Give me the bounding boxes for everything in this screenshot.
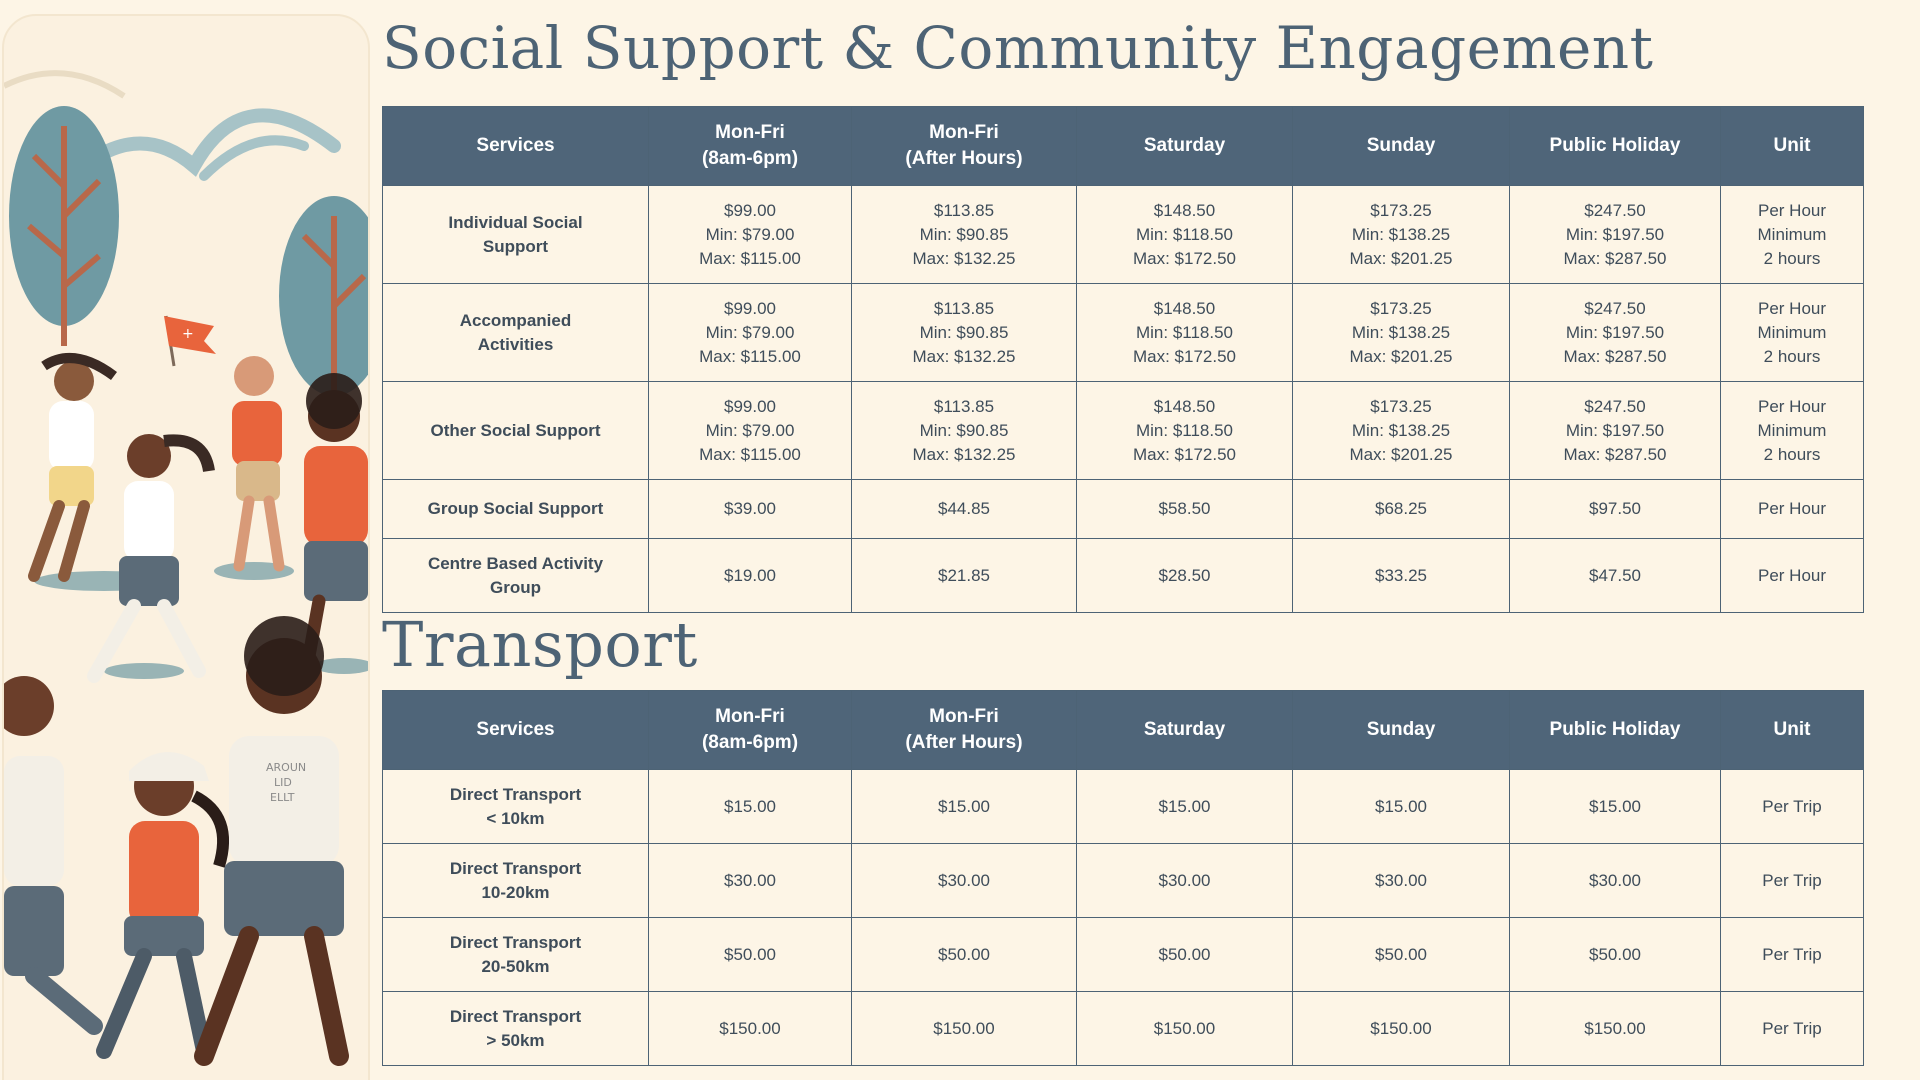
people-running-illustration [2,14,370,1080]
rate-cell: $21.85 [852,539,1077,613]
transport-rates-table [382,690,1864,1066]
rate-cell: $15.00 [852,770,1077,844]
rate-cell: $150.00 [1293,992,1510,1066]
service-name: Group Social Support [383,480,649,539]
rate-cell: $97.50 [1510,480,1721,539]
table-row [383,770,1864,844]
unit-cell: Per Trip [1721,770,1864,844]
rate-cell: $173.25 Min: $138.25 Max: $201.25 [1293,186,1510,284]
rate-cell: $150.00 [852,992,1077,1066]
tree-left [9,106,119,346]
unit-cell: Per Hour [1721,480,1864,539]
service-name: Accompanied Activities [383,284,649,382]
column-header: Saturday [1077,107,1293,186]
rate-cell: $247.50 Min: $197.50 Max: $287.50 [1510,382,1721,480]
column-header: Mon-Fri (8am-6pm) [649,691,852,770]
column-header: Unit [1721,107,1864,186]
runner [94,434,209,676]
rate-cell: $148.50 Min: $118.50 Max: $172.50 [1077,284,1293,382]
column-header: Sunday [1293,107,1510,186]
column-header: Saturday [1077,691,1293,770]
rate-cell: $50.00 [852,918,1077,992]
rate-cell: $28.50 [1077,539,1293,613]
column-header: Unit [1721,691,1864,770]
rate-cell: $150.00 [1510,992,1721,1066]
tree-right [279,196,368,396]
column-header: Public Holiday [1510,107,1721,186]
rate-cell: $99.00 Min: $79.00 Max: $115.00 [649,382,852,480]
section-title-transport: Transport [382,608,698,681]
rate-cell: $50.00 [1077,918,1293,992]
rate-cell: $173.25 Min: $138.25 Max: $201.25 [1293,284,1510,382]
service-name: Direct Transport > 50km [383,992,649,1066]
unit-cell: Per Hour Minimum 2 hours [1721,284,1864,382]
rate-cell: $33.25 [1293,539,1510,613]
rate-cell: $148.50 Min: $118.50 Max: $172.50 [1077,382,1293,480]
table-row [383,186,1864,284]
table-header-row [383,691,1864,770]
column-header: Public Holiday [1510,691,1721,770]
rate-cell: $173.25 Min: $138.25 Max: $201.25 [1293,382,1510,480]
table-row [383,844,1864,918]
service-name: Direct Transport 10-20km [383,844,649,918]
rate-cell: $50.00 [1293,918,1510,992]
rate-cell: $39.00 [649,480,852,539]
svg-text:AROUN: AROUN [266,761,307,774]
rate-cell: $15.00 [1077,770,1293,844]
unit-cell: Per Hour Minimum 2 hours [1721,382,1864,480]
rate-cell: $30.00 [852,844,1077,918]
table-row [383,382,1864,480]
rate-cell: $19.00 [649,539,852,613]
rate-cell: $58.50 [1077,480,1293,539]
runner [304,373,368,656]
rate-cell: $247.50 Min: $197.50 Max: $287.50 [1510,284,1721,382]
column-header: Sunday [1293,691,1510,770]
svg-text:ELLT: ELLT [270,791,295,804]
column-header: Mon-Fri (8am-6pm) [649,107,852,186]
unit-cell: Per Trip [1721,918,1864,992]
unit-cell: Per Hour [1721,539,1864,613]
rate-cell: $30.00 [1077,844,1293,918]
service-name: Individual Social Support [383,186,649,284]
column-header: Services [383,107,649,186]
rate-cell: $44.85 [852,480,1077,539]
rate-cell: $30.00 [1293,844,1510,918]
rate-cell: $15.00 [1510,770,1721,844]
rate-cell: $99.00 Min: $79.00 Max: $115.00 [649,284,852,382]
column-header: Mon-Fri (After Hours) [852,691,1077,770]
runner [104,752,223,1051]
unit-cell: Per Trip [1721,844,1864,918]
service-name: Centre Based Activity Group [383,539,649,613]
column-header: Mon-Fri (After Hours) [852,107,1077,186]
table-row [383,480,1864,539]
rate-cell: $113.85 Min: $90.85 Max: $132.25 [852,382,1077,480]
table-row [383,918,1864,992]
rate-cell: $150.00 [1077,992,1293,1066]
rate-cell: $50.00 [649,918,852,992]
rate-cell: $148.50 Min: $118.50 Max: $172.50 [1077,186,1293,284]
rate-cell: $68.25 [1293,480,1510,539]
rate-cell: $47.50 [1510,539,1721,613]
runner [34,358,114,576]
section-title-social-support: Social Support & Community Engagement [382,14,1654,82]
table-row [383,539,1864,613]
rate-cell: $30.00 [1510,844,1721,918]
rate-cell: $150.00 [649,992,852,1066]
table-header-row [383,107,1864,186]
rate-cell: $99.00 Min: $79.00 Max: $115.00 [649,186,852,284]
table-row [383,284,1864,382]
service-name: Other Social Support [383,382,649,480]
rate-cell: $15.00 [1293,770,1510,844]
service-name: Direct Transport < 10km [383,770,649,844]
rate-cell: $15.00 [649,770,852,844]
rate-cell: $113.85 Min: $90.85 Max: $132.25 [852,284,1077,382]
rate-cell: $113.85 Min: $90.85 Max: $132.25 [852,186,1077,284]
runner [232,356,282,566]
svg-text:+: + [182,326,194,342]
unit-cell: Per Trip [1721,992,1864,1066]
runner [4,676,94,1026]
column-header: Services [383,691,649,770]
rate-cell: $50.00 [1510,918,1721,992]
rate-cell: $30.00 [649,844,852,918]
svg-text:LID: LID [274,776,292,789]
unit-cell: Per Hour Minimum 2 hours [1721,186,1864,284]
table-row [383,992,1864,1066]
rate-cell: $247.50 Min: $197.50 Max: $287.50 [1510,186,1721,284]
flag [164,316,216,366]
service-name: Direct Transport 20-50km [383,918,649,992]
social-support-rates-table [382,106,1864,613]
